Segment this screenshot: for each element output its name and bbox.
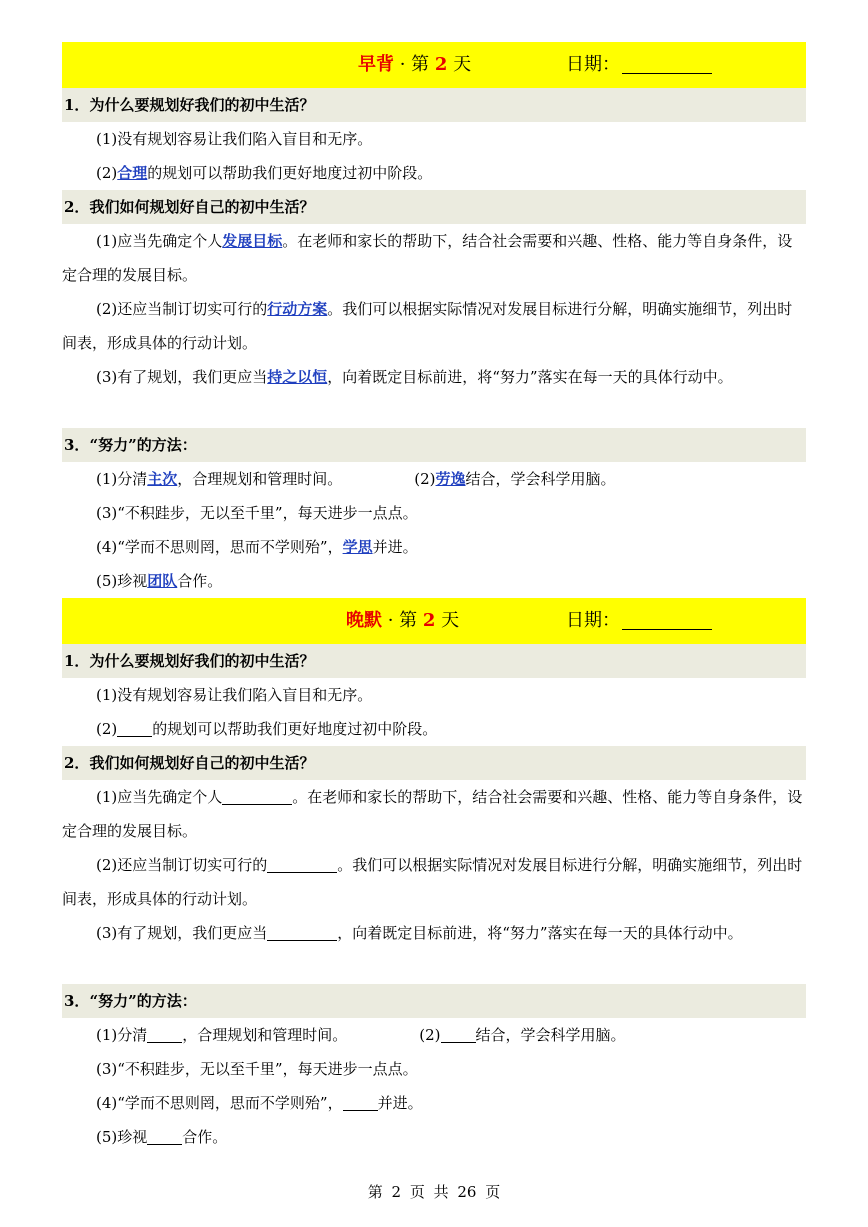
answer-3-2: (3)“不积跬步，无以至千里”，每天进步一点点。 (96, 504, 418, 522)
fill-blank[interactable] (343, 1092, 378, 1111)
fill-blank[interactable] (147, 1024, 182, 1043)
answer-3-4: (5)珍视团队合作。 (96, 572, 223, 590)
morning-date: 日期： (566, 42, 712, 88)
keyword: 合理 (117, 164, 148, 182)
evening-banner (62, 598, 806, 644)
blank-3-1: (1)分清 ，合理规划和管理时间。 (2) 结合，学会科学用脑。 (96, 1026, 626, 1044)
keyword: 主次 (147, 470, 178, 488)
answer-2-1: (1)应当先确定个人发展目标。在老师和家长的帮助下，结合社会需要和兴趣、性格、能力等自身条件，设定合理的发展目标。 (62, 232, 793, 284)
fill-blank[interactable] (267, 922, 337, 941)
question-1: 1．为什么要规划好我们的初中生活？ (62, 88, 806, 122)
fill-blank[interactable] (222, 786, 292, 805)
answer-3-3: (4)“学而不思则罔，思而不学则殆”，学思并进。 (96, 538, 418, 556)
keyword: 劳逸 (435, 470, 466, 488)
answer-2-3: (3)有了规划，我们更应当持之以恒，向着既定目标前进，将“努力”落实在每一天的具体行动中。 (96, 368, 733, 386)
keyword: 持之以恒 (267, 368, 328, 386)
date-blank[interactable] (622, 609, 712, 630)
morning-title: 早背 · 第 2 天 (358, 54, 472, 75)
blank-1-1: (1)没有规划容易让我们陷入盲目和无序。 (96, 686, 373, 704)
answer-1-1: (1)没有规划容易让我们陷入盲目和无序。 (96, 130, 373, 148)
answer-1-2: (2)合理的规划可以帮助我们更好地度过初中阶段。 (96, 164, 433, 182)
page (62, 42, 806, 1154)
blank-2-1: (1)应当先确定个人 。在老师和家长的帮助下，结合社会需要和兴趣、性格、能力等自身条件，设定合理的发展目标。 (62, 788, 803, 840)
morning-banner (62, 42, 806, 88)
question-3: 3．“努力”的方法： (62, 428, 806, 462)
keyword: 学思 (342, 538, 373, 556)
fill-blank[interactable] (147, 1126, 182, 1145)
blank-3-3: (4)“学而不思则罔，思而不学则殆”， 并进。 (96, 1094, 423, 1112)
keyword: 团队 (147, 572, 178, 590)
blank-2-3: (3)有了规划，我们更应当 ，向着既定目标前进，将“努力”落实在每一天的具体行动中。 (96, 924, 743, 942)
keyword: 发展目标 (222, 232, 283, 250)
question-1: 1．为什么要规划好我们的初中生活？ (62, 644, 806, 678)
answer-3-1: (1)分清主次，合理规划和管理时间。 (2)劳逸结合，学会科学用脑。 (96, 470, 616, 488)
answer-2-2: (2)还应当制订切实可行的行动方案。我们可以根据实际情况对发展目标进行分解，明确实施细节，列出时间表，形成具体的行动计划。 (62, 300, 793, 352)
evening-date: 日期： (566, 598, 712, 644)
question-3: 3．“努力”的方法： (62, 984, 806, 1018)
blank-3-2: (3)“不积跬步，无以至千里”，每天进步一点点。 (96, 1060, 418, 1078)
keyword: 行动方案 (267, 300, 328, 318)
question-2: 2．我们如何规划好自己的初中生活？ (62, 190, 806, 224)
evening-title: 晚默 · 第 2 天 (346, 610, 460, 631)
fill-blank[interactable] (267, 854, 337, 873)
fill-blank[interactable] (117, 718, 152, 737)
blank-3-4: (5)珍视 合作。 (96, 1128, 228, 1146)
fill-blank[interactable] (441, 1024, 476, 1043)
question-2: 2．我们如何规划好自己的初中生活？ (62, 746, 806, 780)
blank-1-2: (2) 的规划可以帮助我们更好地度过初中阶段。 (96, 720, 438, 738)
date-blank[interactable] (622, 53, 712, 74)
page-footer: 第 2 页 共 26 页 (367, 1183, 501, 1201)
blank-2-2: (2)还应当制订切实可行的 。我们可以根据实际情况对发展目标进行分解，明确实施细节，列出时间表，形成具体的行动计划。 (62, 856, 803, 908)
